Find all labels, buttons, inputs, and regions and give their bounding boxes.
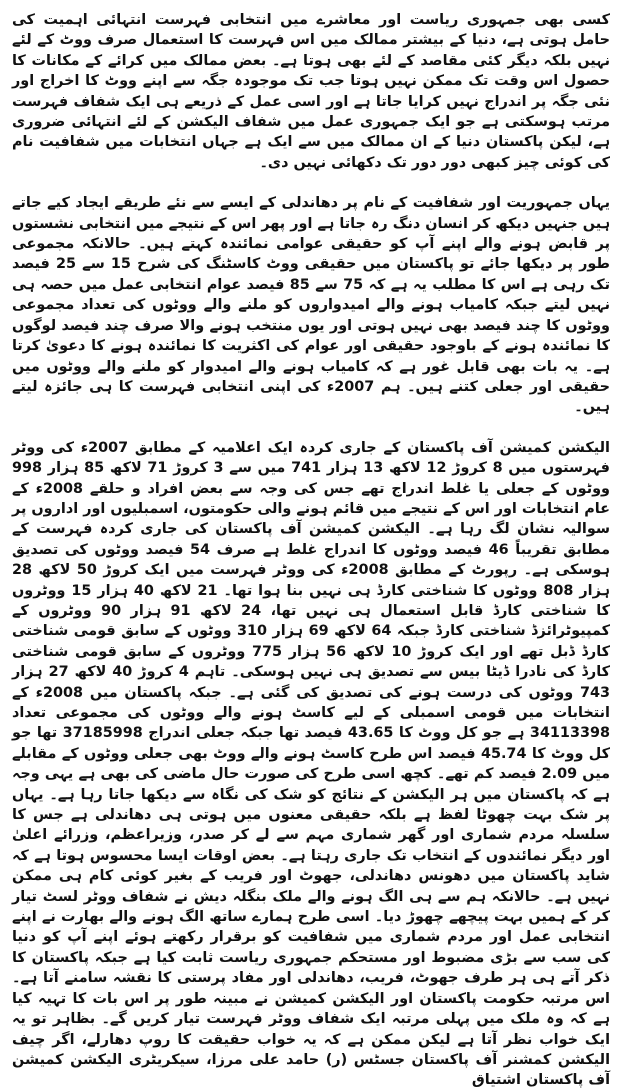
paragraph-rigging: یہاں جمہوریت اور شفافیت کے نام پر دھاندلی کے ایسے سے نئے طریقے ایجاد کیے جاتے ہیں جنہیں دیکھ کر انسان دنگ رہ جاتا ہے اور پھر اس کے نتیجے میں انتخابی نشستوں پر قابض ہونے والے اپنے آپ کو حقیقی عوامی نمائندہ کہتے ہیں۔ حالانکہ مجموعی طور پر دیکھا جائے تو پاکستان میں حقیقی ووٹ کاسٹنگ کی شرح 15 سے 25 فیصد تک رہی ہے اس کا مطلب یہ ہے کہ 75 سے 85 فیصد عوام انتخابی عمل میں حصہ ہی نہیں لیتے جبکہ کامیاب ہونے والے امیدواروں کو ملنے والے ووٹوں کی تعداد مجموعی ووٹوں کا چند فیصد بھی نہیں ہوتی اور یوں منتخب ہونے والا صرف چند فیصد لوگوں کا نمائندہ ہونے کے باوجود حقیقی اور عوام کی اکثریت کا نمائندہ ہونے کا دعویٰ کرتا ہے۔ یہ بات بھی قابل غور ہے کہ کامیاب ہونے والے امیدوار کو ملنے والے ووٹوں میں حقیقی اور جعلی کتنے ہیں۔ ہم 2007ء کی اپنی انتخابی فہرست کا ہی جائزہ لیتے ہیں۔ [12, 195, 611, 416]
paragraph-intro: کسی بھی جمہوری ریاست اور معاشرے میں انتخابی فہرست انتہائی اہمیت کی حامل ہوتی ہے، دنیا کے بیشتر ممالک میں اس فہرست کا استعمال صرف ووٹ کے لئے نہیں بلکہ دیگر کئی مقاصد کے لئے بھی ہوتا ہے۔ بعض ممالک میں کرائے کے مکانات کا حصول اس وقت تک ممکن نہیں ہوتا جب تک موجودہ جگہ سے اپنے ووٹ کا اخراج اور نئی جگہ پر اندراج نہیں کرایا جاتا ہے اور اسی عمل کے ذریعے ہی ایک شفاف فہرست مرتب ہوسکتی ہے جو ایک جمہوری عمل میں شفاف الیکشن کے لئے انتہائی ضروری ہے، لیکن پاکستان دنیا کے ان ممالک میں سے ایک ہے جہاں انتخابات میں شفافیت نام کی کوئی چیز کبھی دور دور تک دکھائی نہیں دی۔ [12, 12, 610, 171]
paragraph-statistics: الیکشن کمیشن آف پاکستان کے جاری کردہ ایک اعلامیہ کے مطابق 2007ء کی ووٹر فہرستوں میں 8 کروڑ 12 لاکھ 13 ہزار 741 میں سے 3 کروڑ 71 لاکھ 85 ہزار 998 ووٹوں کے جعلی یا غلط اندراج تھے جس کی وجہ سے بعض افراد و حلقے 2008ء کے عام انتخابات اور اس کے نتیجے میں قائم ہونے والی حکومتوں، اسمبلیوں اور اداروں پر سوالیہ نشان لگ رہا ہے۔ الیکشن کمیشن آف پاکستان کی جاری کردہ فہرست کے مطابق تقریباً 46 فیصد ووٹوں کا اندراج غلط ہے صرف 54 فیصد ووٹوں کی تصدیق ہوسکی ہے۔ رپورٹ کے مطابق 2008ء کی ووٹر فہرست میں ایک کروڑ 50 لاکھ 28 ہزار 808 ووٹوں کا شناختی کارڈ ہی نہیں بنا ہوا تھا۔ 21 لاکھ 40 ہزار 15 ووٹروں کا شناختی کارڈ قابل استعمال ہی نہیں تھا، 24 لاکھ 91 ہزار 90 ووٹروں کے کمپیوٹرائزڈ شناختی کارڈ جبکہ 64 لاکھ 69 ہزار 310 ووٹوں کے سابق قومی شناختی کارڈ ڈبل تھے اور ایک کروڑ 10 لاکھ 56 ہزار 775 ووٹروں کے سابق قومی شناختی کارڈ کی نادرا ڈیٹا بیس سے تصدیق ہی نہیں ہوسکی۔ تاہم 4 کروڑ 40 لاکھ 27 ہزار 743 ووٹوں کی درست ہونے کی تصدیق کی گئی ہے۔ جبکہ پاکستان میں 2008ء کے انتخابات میں قومی اسمبلی کے لیے کاسٹ ہونے والے ووٹوں کی مجموعی تعداد 34113398 ہے جو کل ووٹ کا 43.65 فیصد تھا جبکہ جعلی اندراج 37185998 تھا جو کل ووٹ کا 45.74 فیصد اس طرح کاسٹ ہونے والے ووٹ بھی جعلی ووٹوں کے مقابلے میں 2.09 فیصد کم تھے۔ کچھ اسی طرح کی صورت حال ماضی کی بھی ہے یہی وجہ ہے کہ پاکستان میں ہر الیکشن کے نتائج کو شک کی نگاہ سے دیکھا جاتا رہا ہے۔ یہاں پر شک بہت چھوٹا لفظ ہے بلکہ حقیقی معنوں میں ہوتی ہی دھاندلی ہے جس کا سلسلہ مردم شماری اور گھر شماری مہم سے لے کر صدر، وزیراعظم، وزرائے اعلیٰ اور دیگر نمائندوں کے انتخاب تک جاری رہتا ہے۔ بعض اوقات ایسا محسوس ہوتا ہے کہ شاید پاکستان میں دھونس دھاندلی، جھوٹ اور فریب کے بغیر کوئی کام ہی ممکن نہیں ہے۔ حالانکہ ہم سے ہی الگ ہونے والے ملک بنگلہ دیش نے شفاف ووٹر لسٹ تیار کر کے ہمیں بہت پیچھے چھوڑ دیا۔ اسی طرح ہمارے ساتھ الگ ہونے والے بھارت نے اپنے انتخابی عمل اور مردم شماری میں شفافیت کو برقرار رکھتے ہوئے اپنے آپ کو دنیا کی سب سے بڑی مضبوط اور مستحکم جمہوری ریاست ثابت کیا ہے جبکہ پاکستان کا ذکر آتے ہی ہر طرف جھوٹ، فریب، دھاندلی اور مفاد پرستی کا نقشہ سامنے آتا ہے۔ اس مرتبہ حکومت پاکستان اور الیکشن کمیشن نے مبینہ طور پر اس بات کا تہیہ کیا ہے کہ وہ ملک میں پہلی مرتبہ ایک شفاف ووٹر فہرست تیار کریں گے۔ بظاہر تو یہ ایک خواب نظر آتا ہے لیکن ممکن ہے کہ یہ خواب حقیقت کا روپ دھارلے، اگر چیف الیکشن کمشنر آف پاکستان جسٹس (ر) حامد علی مرزا، سیکریٹری الیکشن کمیشن آف پاکستان اشتیاق [12, 439, 611, 1089]
